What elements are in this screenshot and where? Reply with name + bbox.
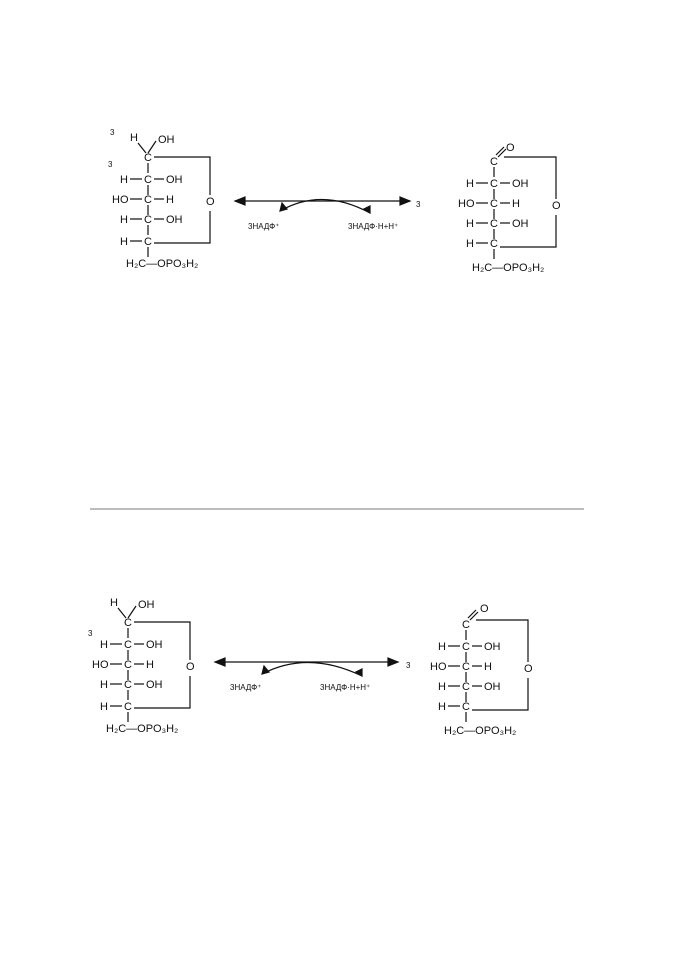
svg-text:O: O: [552, 200, 561, 212]
svg-text:H: H: [438, 681, 446, 693]
svg-text:C: C: [490, 198, 498, 210]
svg-text:H: H: [484, 661, 492, 673]
svg-text:C: C: [490, 238, 498, 250]
svg-text:C: C: [490, 178, 498, 190]
cofactor-out-label: 3НАДФ·Н+Н⁺: [348, 222, 399, 231]
svg-text:3: 3: [110, 128, 115, 137]
svg-text:H: H: [166, 194, 174, 206]
left-molecule: [88, 597, 195, 735]
svg-text:H: H: [120, 214, 128, 226]
svg-text:O: O: [506, 142, 515, 154]
svg-text:H: H: [100, 679, 108, 691]
svg-text:OH: OH: [146, 639, 163, 651]
svg-text:HO: HO: [458, 198, 475, 210]
equilibrium-arrow: [215, 658, 398, 692]
svg-text:C: C: [462, 661, 470, 673]
right-molecule: [406, 603, 533, 737]
svg-text:C: C: [490, 156, 498, 168]
page-divider: [90, 508, 584, 510]
svg-text:HO: HO: [112, 194, 129, 206]
svg-text:H: H: [130, 132, 138, 144]
svg-text:H: H: [100, 639, 108, 651]
svg-text:O: O: [206, 196, 215, 208]
svg-text:H: H: [466, 238, 474, 250]
svg-text:H₂C—OPO₃H₂: H₂C—OPO₃H₂: [444, 725, 517, 737]
svg-text:H: H: [146, 659, 154, 671]
svg-text:H: H: [110, 597, 118, 609]
svg-text:H: H: [466, 218, 474, 230]
svg-text:OH: OH: [512, 218, 529, 230]
svg-text:C: C: [124, 639, 132, 651]
svg-text:C: C: [124, 659, 132, 671]
svg-text:H: H: [438, 701, 446, 713]
svg-text:H: H: [466, 178, 474, 190]
svg-text:C: C: [144, 194, 152, 206]
svg-text:H₂C—OPO₃H₂: H₂C—OPO₃H₂: [472, 262, 545, 274]
svg-text:OH: OH: [166, 174, 183, 186]
equilibrium-arrow: [235, 197, 410, 231]
svg-text:H: H: [438, 641, 446, 653]
svg-text:OH: OH: [166, 214, 183, 226]
svg-text:H: H: [100, 701, 108, 713]
svg-text:C: C: [490, 218, 498, 230]
svg-text:C: C: [144, 174, 152, 186]
left-molecule: [108, 128, 215, 270]
svg-text:OH: OH: [484, 681, 501, 693]
svg-text:3: 3: [88, 629, 93, 638]
cofactor-in-label: 3НАДФ⁺: [248, 222, 280, 231]
svg-text:C: C: [124, 617, 132, 629]
svg-text:O: O: [186, 661, 195, 673]
right-molecule: [416, 142, 561, 274]
svg-text:C: C: [144, 214, 152, 226]
svg-text:OH: OH: [484, 641, 501, 653]
svg-text:C: C: [462, 641, 470, 653]
reaction-scheme-bottom: [80, 590, 560, 760]
svg-text:O: O: [480, 603, 489, 615]
svg-text:C: C: [462, 701, 470, 713]
svg-text:3: 3: [108, 160, 113, 169]
svg-text:C: C: [144, 152, 152, 164]
svg-text:HO: HO: [430, 661, 447, 673]
svg-text:H: H: [120, 236, 128, 248]
svg-text:C: C: [124, 679, 132, 691]
svg-text:H: H: [512, 198, 520, 210]
svg-text:OH: OH: [512, 178, 529, 190]
svg-text:OH: OH: [158, 134, 175, 146]
svg-text:C: C: [124, 701, 132, 713]
svg-text:HO: HO: [92, 659, 109, 671]
svg-text:H₂C—OPO₃H₂: H₂C—OPO₃H₂: [126, 258, 199, 270]
reaction-scheme-top: [100, 125, 580, 295]
cofactor-in-label: 3НАДФ⁺: [230, 683, 262, 692]
svg-text:C: C: [144, 236, 152, 248]
svg-text:3: 3: [416, 200, 421, 209]
cofactor-out-label: 3НАДФ·Н+Н⁺: [320, 683, 371, 692]
svg-text:OH: OH: [146, 679, 163, 691]
svg-text:C: C: [462, 619, 470, 631]
svg-text:H: H: [120, 174, 128, 186]
svg-text:C: C: [462, 681, 470, 693]
svg-text:H₂C—OPO₃H₂: H₂C—OPO₃H₂: [106, 723, 179, 735]
svg-text:3: 3: [406, 661, 411, 670]
svg-text:OH: OH: [138, 599, 155, 611]
svg-text:O: O: [524, 663, 533, 675]
